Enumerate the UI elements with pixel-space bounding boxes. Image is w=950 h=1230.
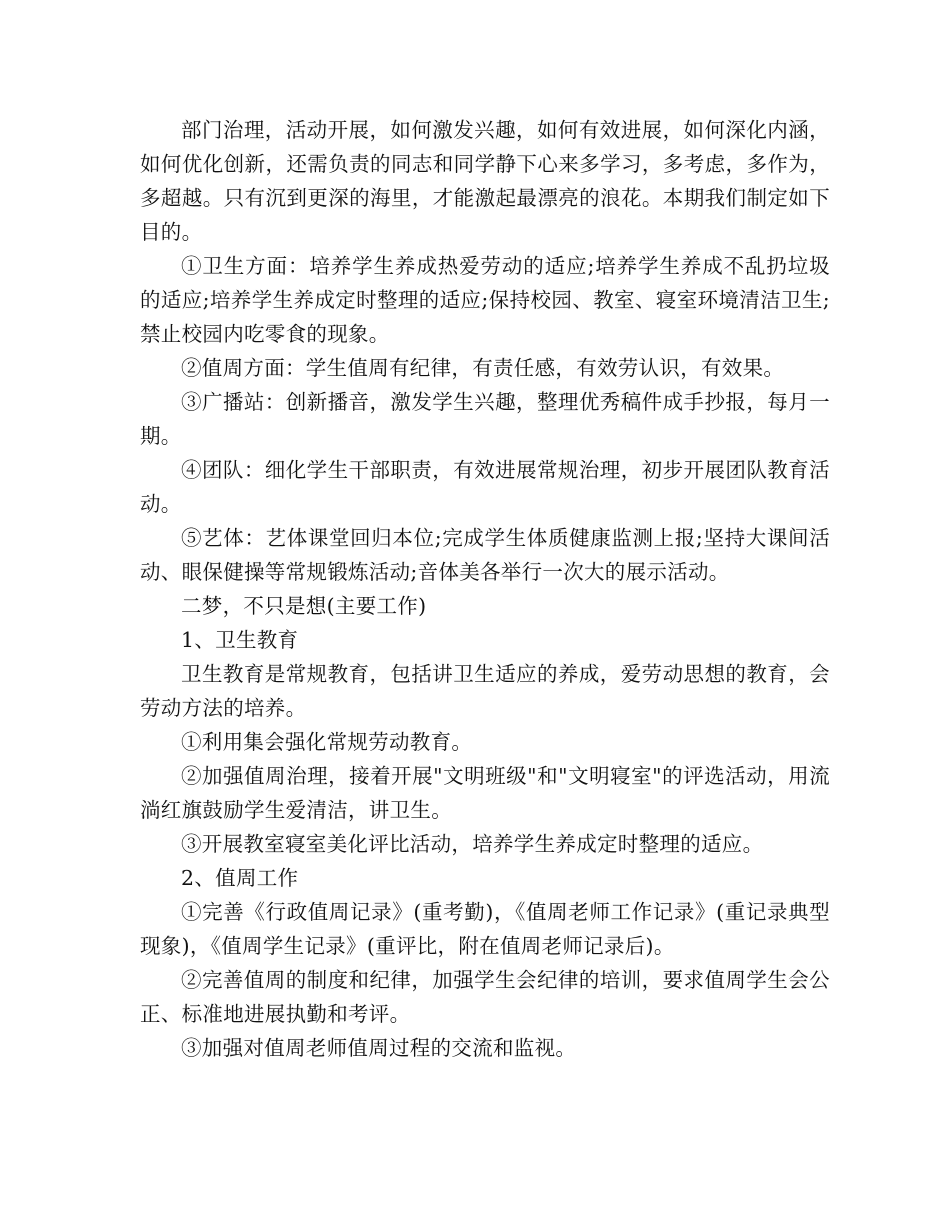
list-item-hygiene-2: ②加强值周治理，接着开展"文明班级"和"文明寝室"的评选活动，用流淌红旗鼓励学生爱清洁，讲卫生。 [140, 764, 830, 822]
paragraph-hygiene-education: 卫生教育是常规教育，包括讲卫生适应的养成，爱劳动思想的教育，会劳动方法的培养。 [140, 662, 830, 720]
section-heading-main-work: 二梦，不只是想(主要工作) [181, 594, 427, 618]
paragraph-goal-team: ④团队：细化学生干部职责，有效进展常规治理，初步开展团队教育活动。 [140, 458, 830, 516]
paragraph-goal-arts-sports: ⑤艺体：艺体课堂回归本位;完成学生体质健康监测上报;坚持大课间活动、眼保健操等常规锻炼活动;音体美各举行一次大的展示活动。 [140, 526, 830, 584]
paragraph-intro: 部门治理，活动开展，如何激发兴趣，如何有效进展，如何深化内涵，如何优化创新，还需负责的同志和同学静下心来多学习，多考虑，多作为，多超越。只有沉到更深的海里，才能激起最漂亮的浪花。本期我们制定如下目的。 [140, 118, 830, 244]
paragraph-goal-hygiene: ①卫生方面：培养学生养成热爱劳动的适应;培养学生养成不乱扔垃圾的适应;培养学生养成定时整理的适应;保持校园、教室、寝室环境清洁卫生;禁止校园内吃零食的现象。 [140, 254, 830, 346]
list-item-duty-2: ②完善值周的制度和纪律，加强学生会纪律的培训，要求值周学生会公正、标准地进展执勤和考评。 [140, 968, 830, 1026]
subheading-hygiene-education: 1、卫生教育 [181, 628, 299, 652]
list-item-hygiene-1: ①利用集会强化常规劳动教育。 [181, 730, 473, 754]
list-item-duty-1: ①完善《行政值周记录》(重考勤)，《值周老师工作记录》(重记录典型现象)，《值周学生记录》(重评比，附在值周老师记录后)。 [140, 900, 830, 958]
document-body [140, 113, 830, 1065]
subheading-duty-work: 2、值周工作 [181, 866, 299, 890]
paragraph-goal-duty-week: ②值周方面：学生值周有纪律，有责任感，有效劳认识，有效果。 [181, 356, 785, 380]
list-item-duty-3: ③加强对值周老师值周过程的交流和监视。 [181, 1036, 577, 1060]
paragraph-goal-broadcast: ③广播站：创新播音，激发学生兴趣，整理优秀稿件成手抄报，每月一期。 [140, 390, 830, 448]
list-item-hygiene-3: ③开展教室寝室美化评比活动，培养学生养成定时整理的适应。 [181, 832, 764, 856]
